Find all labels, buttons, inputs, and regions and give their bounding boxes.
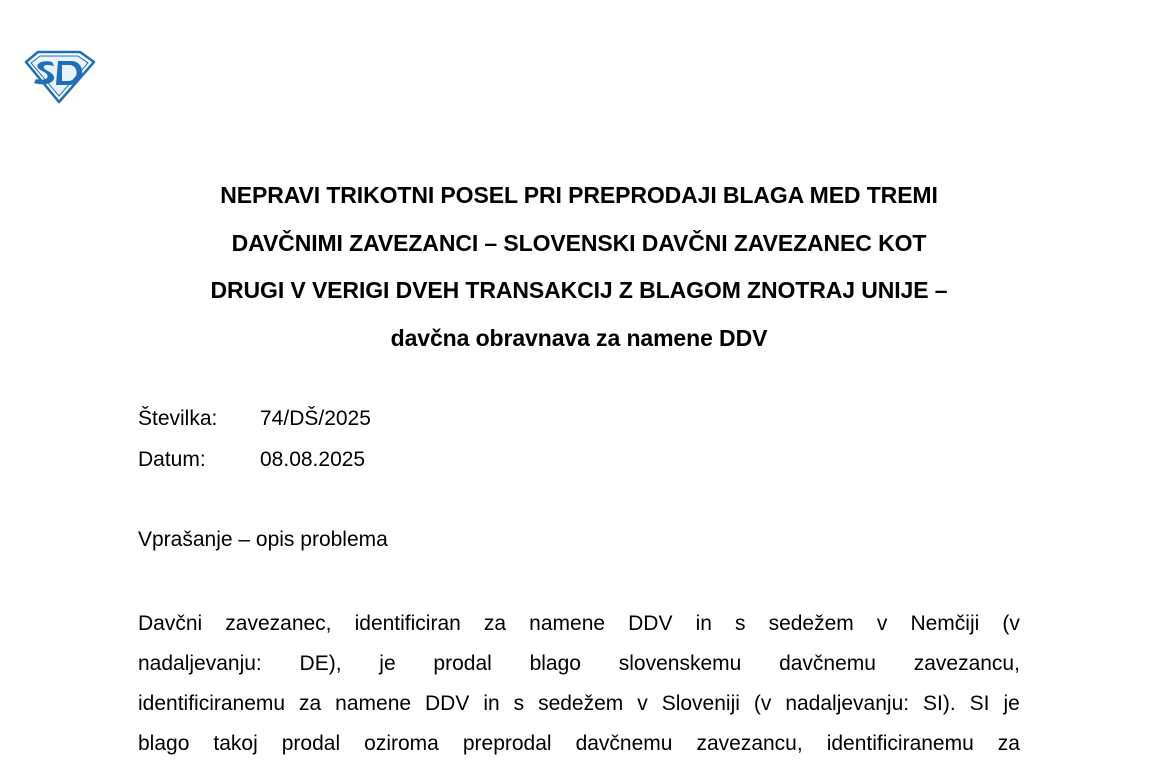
number-row (138, 406, 371, 432)
title-line-4: davčna obravnava za namene DDV (390, 324, 768, 351)
number-value: 74/DŠ/2025 (260, 407, 371, 430)
body-paragraph (138, 604, 1020, 764)
body-line-4: blago takoj prodal oziroma preprodal davčnemu zavezancu, identificiranemu za (138, 732, 1020, 755)
title-line-3: DRUGI V VERIGI DVEH TRANSAKCIJ Z BLAGOM ZNOTRAJ UNIJE – (210, 277, 948, 303)
date-value: 08.08.2025 (260, 448, 366, 471)
body-line-2: nadaljevanju: DE), je prodal blago slovenskemu davčnemu zavezancu, (138, 652, 1020, 675)
number-label: Številka: (138, 407, 218, 430)
title-line-1: NEPRAVI TRIKOTNI POSEL PRI PREPRODAJI BLAGA MED TREMI (220, 182, 938, 208)
logo-text: SD (22, 48, 24, 49)
document-title (138, 172, 1020, 362)
sd-shield-logo (22, 48, 96, 104)
body-line-3: identificiranemu za namene DDV in s sedežem v Sloveniji (v nadaljevanju: SI). SI je (138, 692, 1020, 715)
title-line-2: DAVČNIMI ZAVEZANCI – SLOVENSKI DAVČNI ZAVEZANEC KOT (231, 229, 927, 256)
section-heading: Vprašanje – opis problema (138, 528, 388, 551)
body-line-1: Davčni zavezanec, identificiran za namene DDV in s sedežem v Nemčiji (v (138, 612, 1020, 635)
date-label: Datum: (138, 448, 206, 471)
date-row (138, 447, 365, 473)
